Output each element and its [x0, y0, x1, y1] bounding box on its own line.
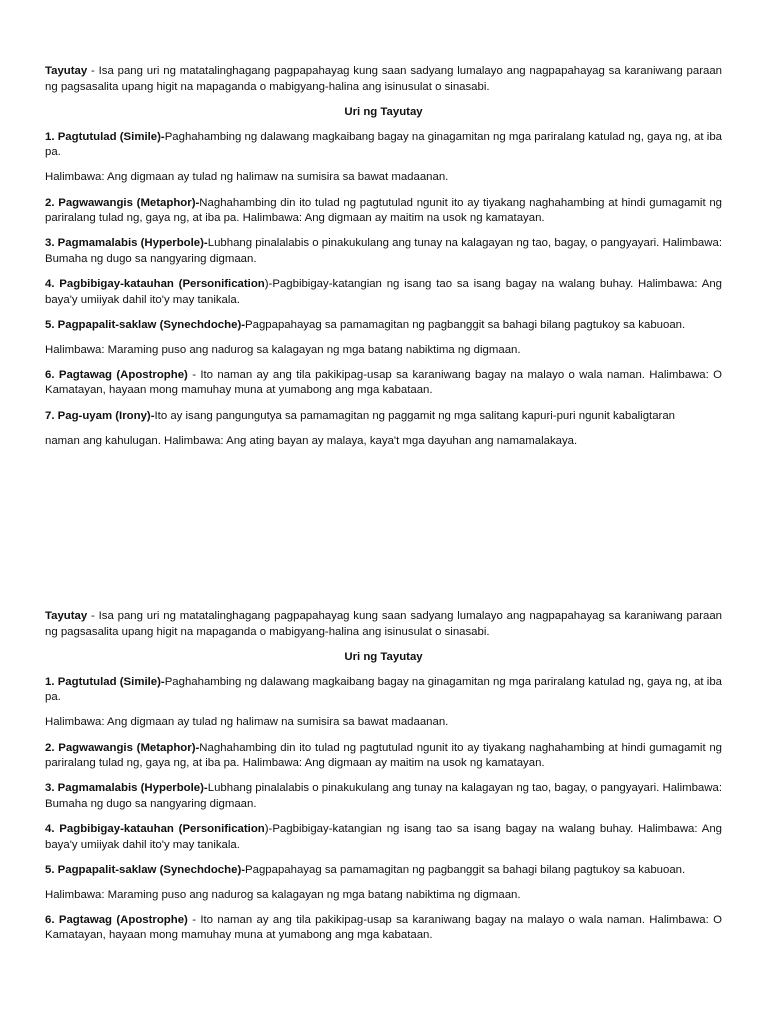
item-label: 3. Pagmamalabis (Hyperbole)- — [45, 237, 208, 250]
section-title: Uri ng Tayutay — [344, 650, 423, 663]
item-label: 3. Pagmamalabis (Hyperbole)- — [45, 782, 208, 795]
intro-text: - Isa pang uri ng matatalinghagang pagpapahayag kung saan sadyang lumalayo ang nagpapahayag sa karaniwang paraan ng pagsasalita upang higit na mapaganda o mabigyang-halina ang isinusulat o sinasabi. — [45, 610, 722, 638]
item-label: 5. Pagpapalit-saklaw (Synechdoche)- — [45, 863, 246, 876]
item-label: 4. Pagbibigay-katauhan (Personification — [45, 822, 265, 835]
item-simile — [45, 675, 722, 706]
item-text: Ito ay isang pangungutya sa pamamagitan ng paggamit ng mga salitang kapuri-puri ngunit kabaligtaran — [154, 409, 676, 422]
item-simile — [45, 130, 722, 161]
document-page-1 — [45, 64, 722, 459]
intro-text: - Isa pang uri ng matatalinghagang pagpapahayag kung saan sadyang lumalayo ang nagpapahayag sa karaniwang paraan ng pagsasalita upang higit na mapaganda o mabigyang-halina ang isinusulat o sinasabi. — [45, 65, 722, 93]
item-label: 6. Pagtawag (Apostrophe) — [45, 368, 188, 381]
item-text: Lubhang pinalalabis o pinakukulang ang tunay na kalagayan ng tao, bagay, o pangyayari. Halimbawa: Bumaha ng dugo sa nangyaring digmaan. — [45, 782, 722, 810]
item-text: )-Pagbibigay-katangian ng isang tao sa isang bagay na walang buhay. Halimbawa: Ang baya'y umiiyak dahil ito'y may tanikala. — [45, 277, 722, 306]
intro-term: Tayutay — [45, 65, 88, 77]
intro-paragraph — [45, 64, 722, 95]
item-label: 1. Pagtutulad (Simile)- — [45, 130, 165, 143]
item-synechdoche — [45, 318, 722, 334]
item-apostrophe — [45, 913, 722, 944]
intro-term: Tayutay — [45, 610, 88, 622]
document-page-2 — [45, 609, 722, 954]
item-label: 6. Pagtawag (Apostrophe) — [45, 913, 188, 926]
item-metaphor — [45, 196, 722, 227]
item-text: Pagpapahayag sa pamamagitan ng pagbanggit sa bahagi bilang pagtukoy sa kabuoan. — [245, 863, 686, 876]
item-text: Lubhang pinalalabis o pinakukulang ang tunay na kalagayan ng tao, bagay, o pangyayari. Halimbawa: Bumaha ng dugo sa nangyaring digmaan. — [45, 237, 722, 265]
item-synechdoche — [45, 863, 722, 879]
item-label: 2. Pagwawangis (Metaphor)- — [45, 196, 200, 209]
item-text: Paghahambing ng dalawang magkaibang bagay na ginagamitan ng mga pariralang katulad ng, gaya ng, at iba pa. — [45, 675, 722, 704]
item-label: 5. Pagpapalit-saklaw (Synechdoche)- — [45, 318, 246, 331]
section-title: Uri ng Tayutay — [344, 105, 423, 118]
item-hyperbole — [45, 236, 722, 267]
item-irony — [45, 409, 722, 425]
item-label: 7. Pag-uyam (Irony)- — [45, 409, 155, 422]
item-hyperbole — [45, 781, 722, 812]
item-label: 2. Pagwawangis (Metaphor)- — [45, 741, 200, 754]
item-example: Halimbawa: Maraming puso ang nadurog sa kalagayan ng mga batang nabiktima ng digmaan. — [45, 343, 521, 356]
item-example: Halimbawa: Ang digmaan ay tulad ng halimaw na sumisira sa bawat madaanan. — [45, 716, 449, 729]
item-text: Pagpapahayag sa pamamagitan ng pagbanggit sa bahagi bilang pagtukoy sa kabuoan. — [245, 318, 686, 331]
item-label: 4. Pagbibigay-katauhan (Personification — [45, 277, 265, 290]
item-example: Halimbawa: Ang digmaan ay tulad ng halimaw na sumisira sa bawat madaanan. — [45, 171, 449, 184]
item-example: naman ang kahulugan. Halimbawa: Ang ating bayan ay malaya, kaya't mga dayuhan ang namamalakaya. — [45, 434, 578, 447]
item-personification — [45, 277, 722, 308]
item-label: 1. Pagtutulad (Simile)- — [45, 675, 165, 688]
item-text: )-Pagbibigay-katangian ng isang tao sa isang bagay na walang buhay. Halimbawa: Ang baya'y umiiyak dahil ito'y may tanikala. — [45, 822, 722, 851]
item-text: - Ito naman ay ang tila pakikipag-usap sa karaniwang bagay na malayo o wala naman. Halimbawa: O Kamatayan, hayaan mong mamuhay muna at yumabong ang mga kabataan. — [45, 913, 722, 942]
item-example: Halimbawa: Maraming puso ang nadurog sa kalagayan ng mga batang nabiktima ng digmaan. — [45, 888, 521, 901]
item-text: Paghahambing ng dalawang magkaibang bagay na ginagamitan ng mga pariralang katulad ng, gaya ng, at iba pa. — [45, 130, 722, 159]
item-metaphor — [45, 741, 722, 772]
item-text: Naghahambing din ito tulad ng pagtutulad ngunit ito ay tiyakang naghahambing at hindi gumagamit ng pariralang tulad ng, gaya ng, at iba pa. Halimbawa: Ang digmaan ay maitim na usok ng kamatayan. — [45, 196, 723, 225]
item-text: - Ito naman ay ang tila pakikipag-usap sa karaniwang bagay na malayo o wala naman. Halimbawa: O Kamatayan, hayaan mong mamuhay muna at yumabong ang mga kabataan. — [45, 368, 722, 397]
item-personification — [45, 822, 722, 853]
item-apostrophe — [45, 368, 722, 399]
intro-paragraph — [45, 609, 722, 640]
item-text: Naghahambing din ito tulad ng pagtutulad ngunit ito ay tiyakang naghahambing at hindi gumagamit ng pariralang tulad ng, gaya ng, at iba pa. Halimbawa: Ang digmaan ay maitim na usok ng kamatayan. — [45, 741, 723, 770]
